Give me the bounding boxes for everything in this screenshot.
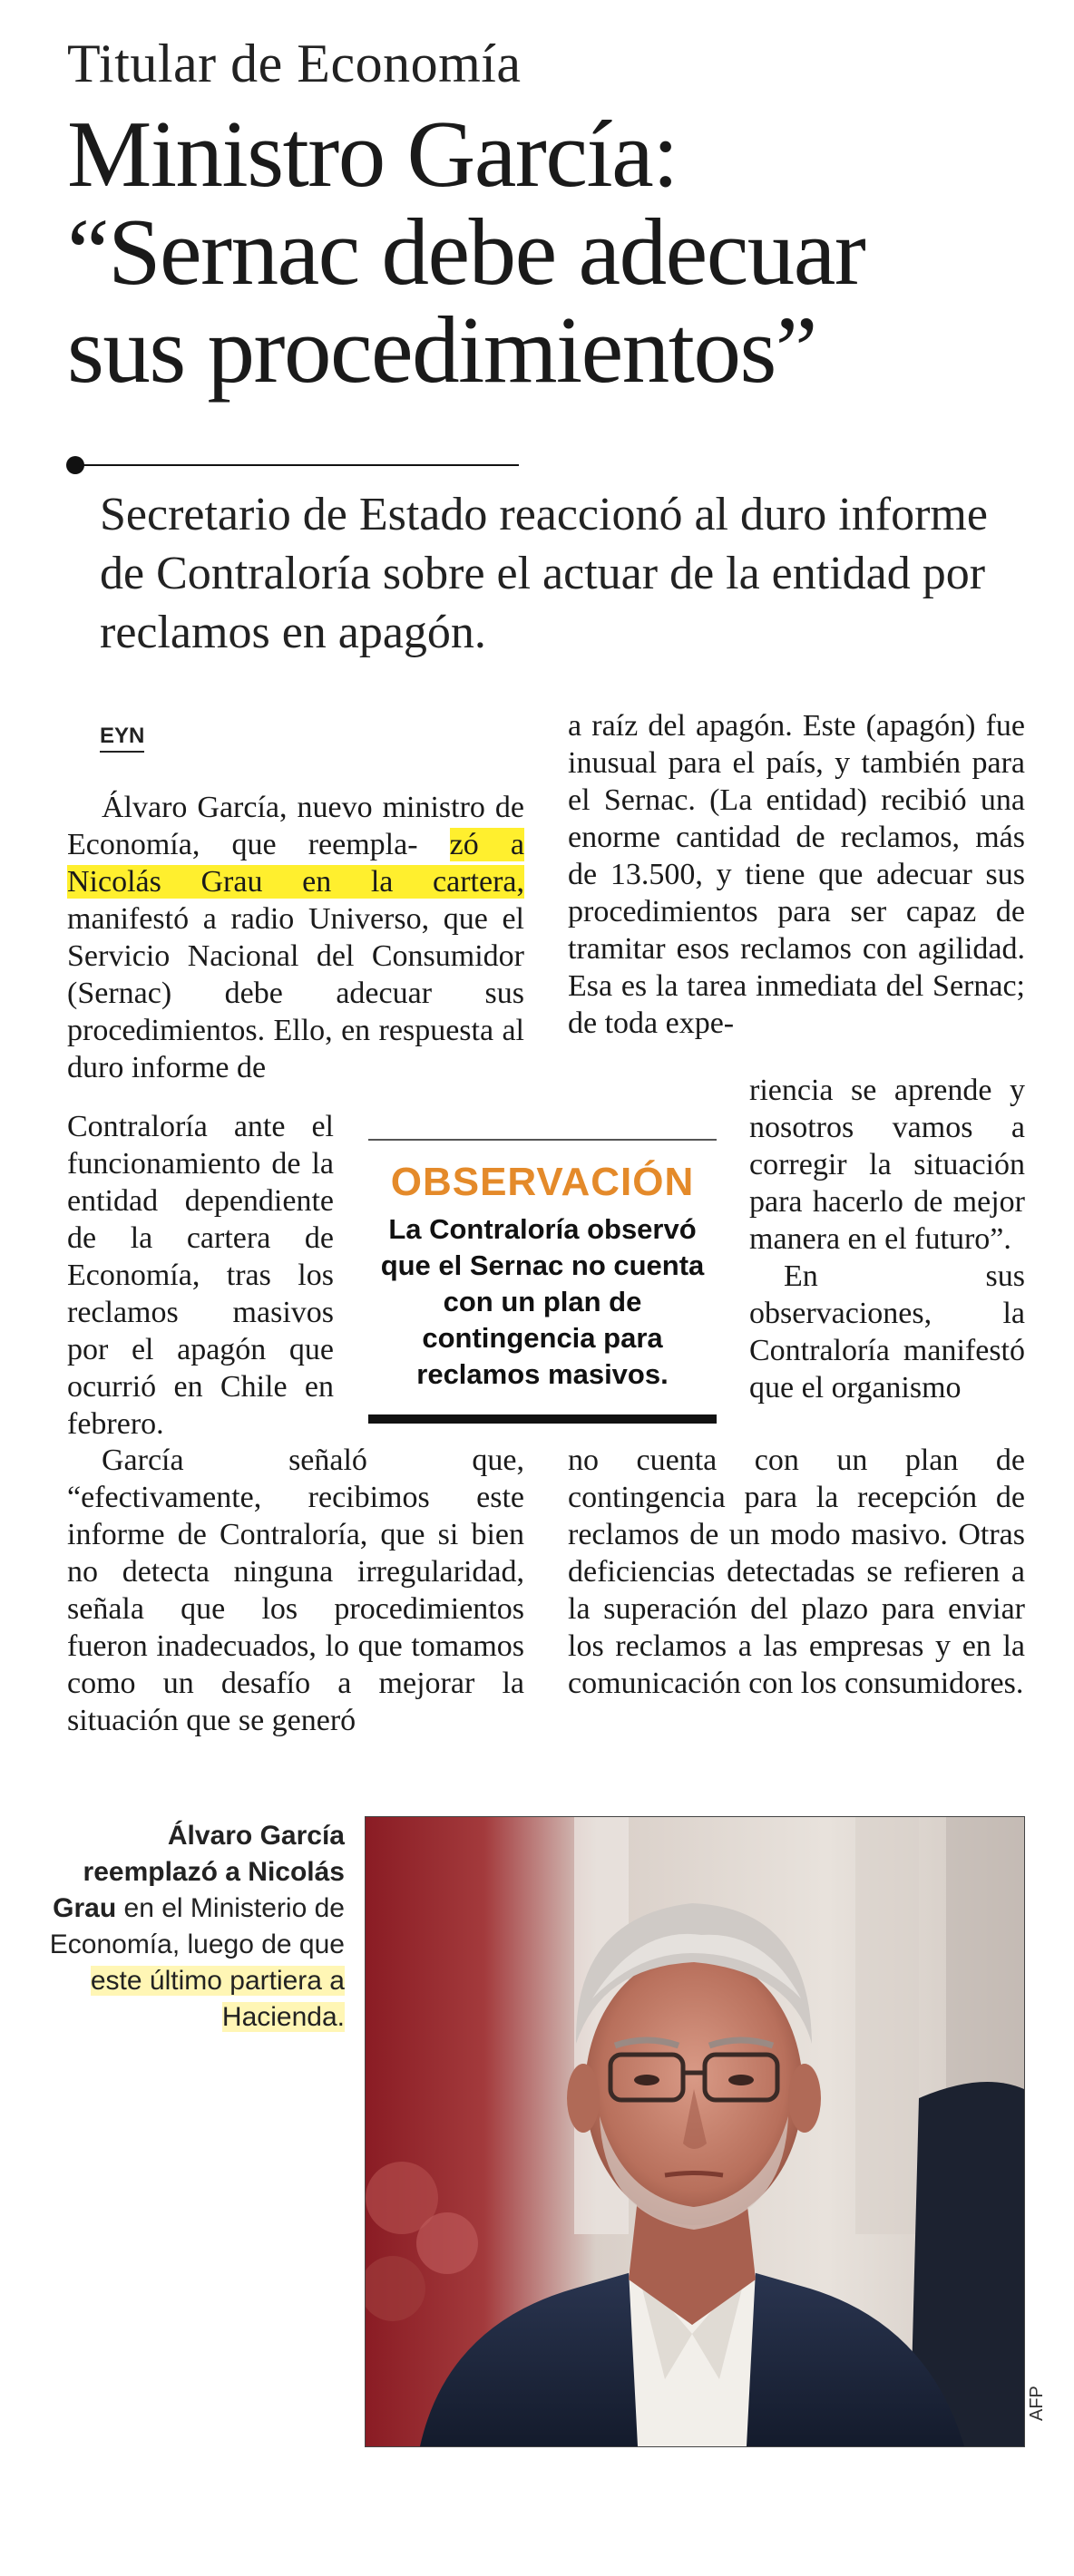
callout-text: La Contraloría observó que el Sernac no cuenta con un plan de contingencia para reclamos masivos.	[380, 1213, 705, 1390]
body-right-column-wrap	[749, 1072, 1025, 1406]
body-text: Álvaro García, nuevo ministro de Economía, que reempla-	[67, 791, 524, 861]
body-text: Contraloría ante el funcionamiento de la entidad dependiente de la cartera de Economía, tras los reclamos masivos por el apagón que ocurrió en Chile en febrero.	[67, 1110, 334, 1441]
photo-credit: AFP	[1027, 2386, 1047, 2421]
headline-line-2: “Sernac debe adecuar	[67, 199, 865, 305]
headline-rule	[74, 464, 519, 466]
body-left-column-top	[67, 789, 524, 1086]
portrait-photo	[365, 1816, 1025, 2447]
caption-text: en el Ministerio de Economía, luego de que	[49, 1893, 345, 1959]
body-text: En sus observaciones, la Contraloría manifestó que el organismo	[749, 1259, 1025, 1405]
body-left-column-wrap	[67, 1108, 334, 1443]
caption-text-highlight: este último partiera a Hacienda.	[90, 1966, 345, 2032]
highlighted-text: zó a Nicolás Grau en la cartera,	[67, 828, 524, 899]
byline: EYN	[100, 724, 144, 753]
headline-line-3: sus procedimientos”	[67, 296, 816, 403]
callout-box	[368, 1139, 717, 1424]
body-right-column-top	[568, 707, 1025, 1042]
callout-top-rule	[368, 1139, 717, 1141]
body-text: a raíz del apagón. Este (apagón) fue inusual para el país, y también para el Sernac. (La entidad) recibió una enorme cantidad de reclamos, más de 13.500, y tiene que adecuar sus procedimientos para ser capaz de tramitar esos reclamos con agilidad. Esa es la tarea inmediata del Sernac; de toda expe-	[568, 709, 1025, 1040]
portrait-illustration	[366, 1817, 1024, 2446]
callout-title: OBSERVACIÓN	[390, 1160, 695, 1204]
body-text: García señaló que, “efectivamente, recibimos este informe de Contraloría, que si bien no detecta ninguna irregularidad, señala que los procedimientos fueron inadecuados, lo que tomamos como un desafío a mejorar la situación que se generó	[67, 1444, 524, 1737]
body-text: no cuenta con un plan de contingencia para la recepción de reclamos de un modo masivo. Otras deficiencias detectadas se refieren a la superación del plazo para enviar los reclamos a las empresas y en la comunicación con los consumidores.	[568, 1444, 1025, 1700]
callout-bottom-rule	[368, 1414, 717, 1424]
caption-bold: Álvaro García reemplazó a Nicolás Grau	[53, 1821, 345, 1923]
section-tag: Titular de Economía	[67, 34, 522, 93]
body-text: riencia se aprende y nosotros vamos a corregir la situación para hacerlo de mejor manera en el futuro”.	[749, 1074, 1025, 1256]
deck-subheadline: Secretario de Estado reaccionó al duro informe de Contraloría sobre el actuar de la entidad por reclamos en apagón.	[100, 489, 988, 658]
body-right-column-bottom	[568, 1442, 1025, 1702]
headline-line-1: Ministro García:	[67, 101, 678, 207]
photo-caption	[36, 1818, 345, 2036]
body-text: manifestó a radio Universo, que el Servicio Nacional del Consumidor (Sernac) debe adecuar sus procedimientos. Ello, en respuesta al duro informe de	[67, 902, 524, 1084]
headline	[67, 101, 1029, 403]
body-left-column-bottom	[67, 1442, 524, 1739]
